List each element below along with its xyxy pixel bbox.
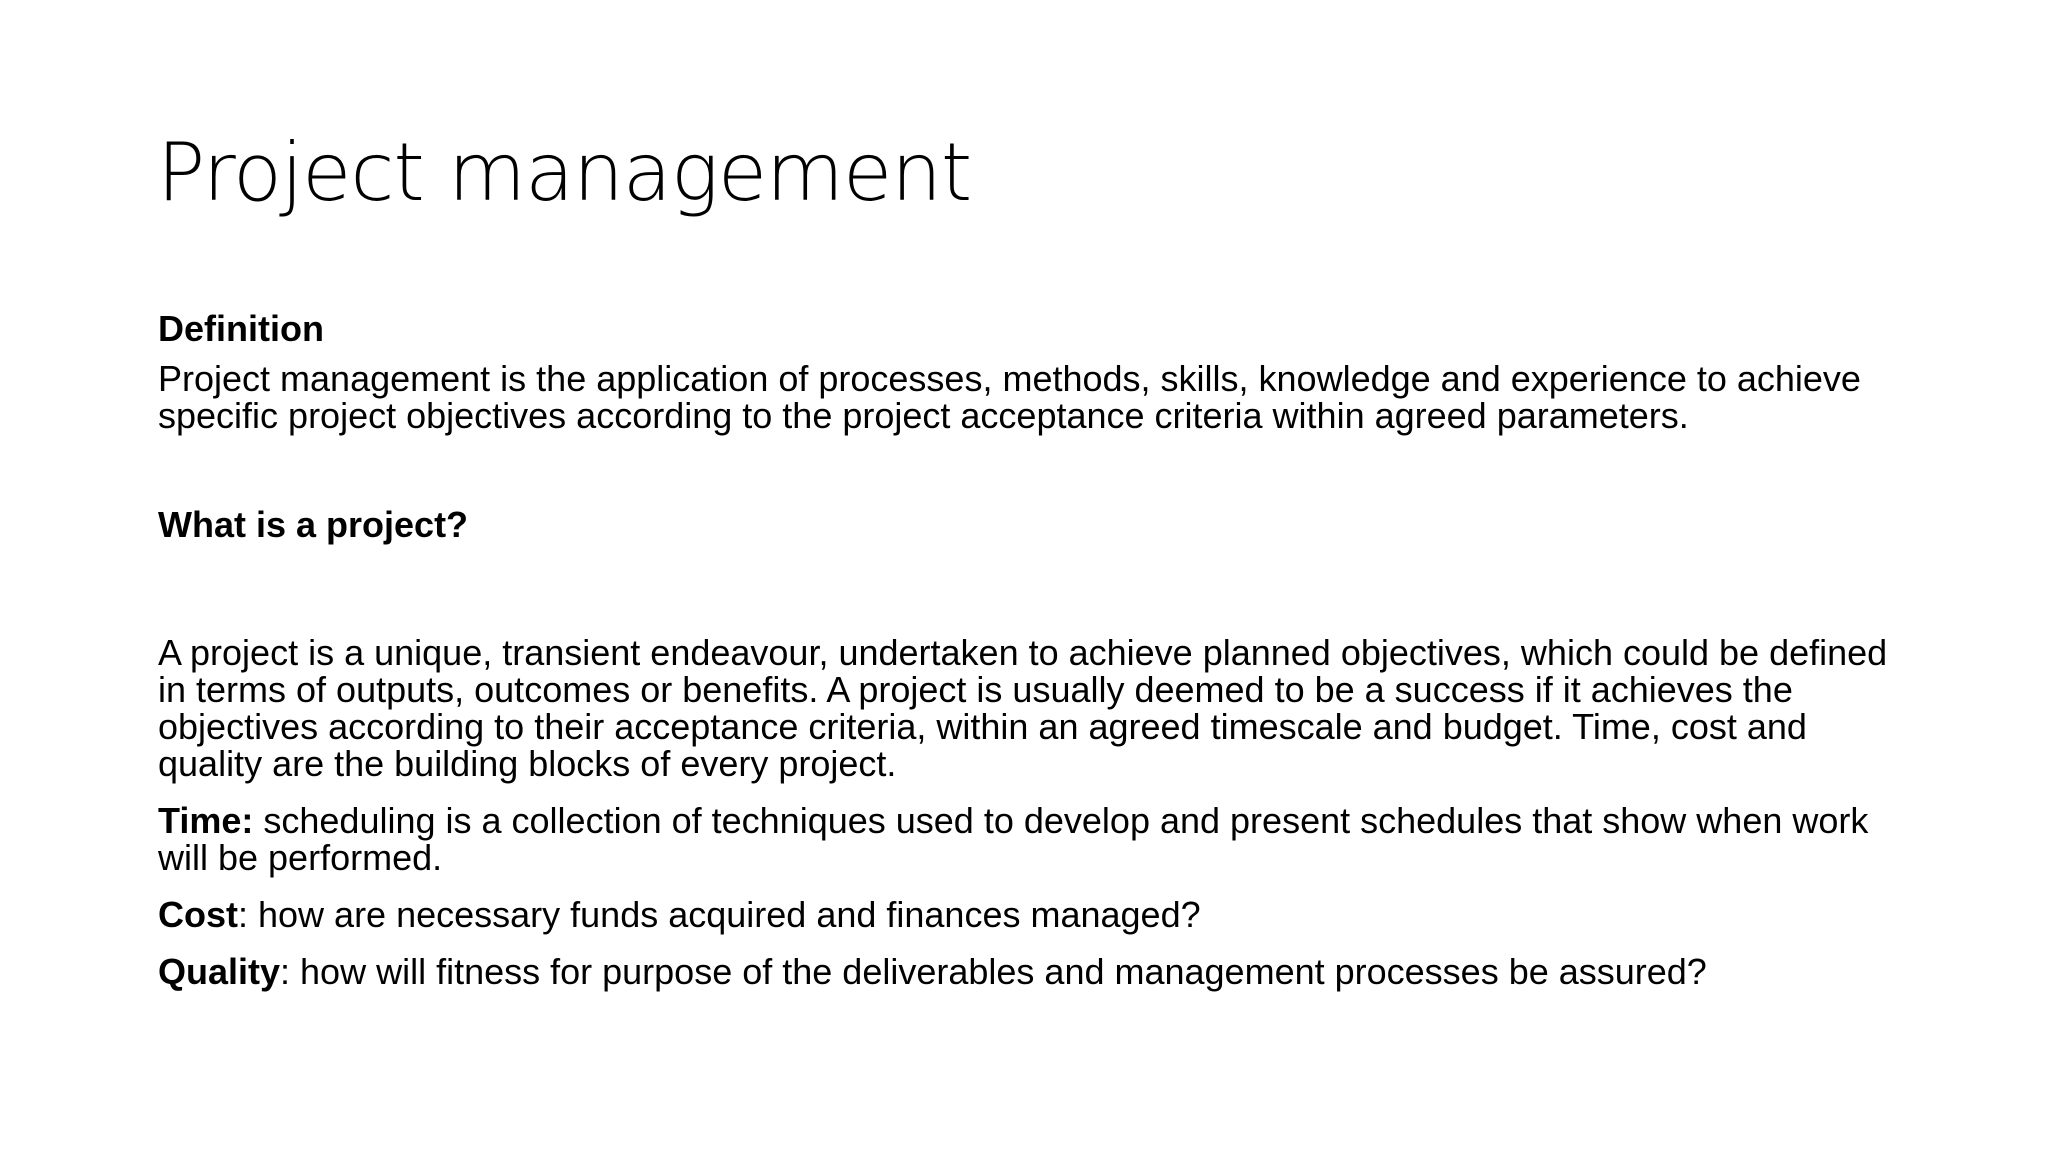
time-term: Time: bbox=[158, 800, 254, 841]
project-text: A project is a unique, transient endeavour, undertaken to achieve planned objectives, which could be defined in terms of outputs, outcomes or benefits. A project is usually deemed to be a success if it achieves the objectives according to their acceptance criteria, within an agreed timescale and budget. Time, cost and quality are the building blocks of every project. bbox=[158, 632, 1888, 784]
slide-body bbox=[158, 308, 1918, 990]
time-paragraph bbox=[158, 802, 1918, 876]
quality-term: Quality bbox=[158, 951, 281, 992]
project-heading: What is a project? bbox=[158, 504, 469, 545]
quality-paragraph bbox=[158, 953, 1918, 990]
time-text: scheduling is a collection of techniques used to develop and present schedules that show when work will be performed. bbox=[158, 800, 1869, 878]
slide-title: Project management bbox=[157, 126, 972, 219]
cost-text: : how are necessary funds acquired and finances managed? bbox=[238, 894, 1201, 935]
quality-text: : how will fitness for purpose of the deliverables and management processes be assured? bbox=[280, 951, 1707, 992]
cost-paragraph bbox=[158, 896, 1918, 933]
cost-term: Cost bbox=[158, 894, 238, 935]
definition-heading: Definition bbox=[158, 308, 324, 349]
definition-text: Project management is the application of processes, methods, skills, knowledge and experience to achieve specific project objectives according to the project acceptance criteria within agreed parameters. bbox=[158, 358, 1861, 436]
